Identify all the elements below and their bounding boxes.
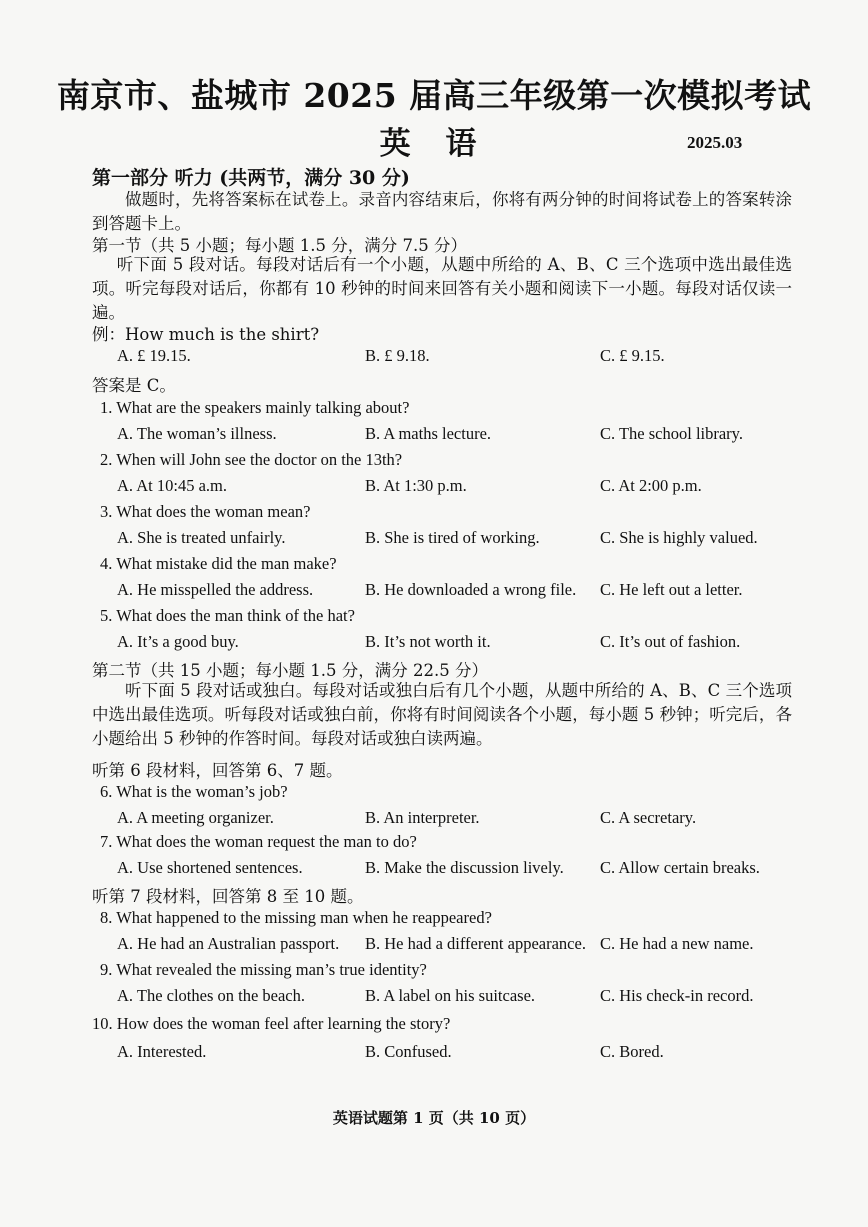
- q2-option-c: C. At 2:00 p.m.: [600, 476, 702, 495]
- q3-option-c: C. She is highly valued.: [600, 528, 758, 547]
- q5-option-a: A. It’s a good buy.: [117, 632, 239, 651]
- subject-title: 英 语: [379, 126, 489, 162]
- part1-heading: 第一部分 听力 (共两节，满分 30 分): [92, 167, 410, 189]
- q10-option-a: A. Interested.: [117, 1042, 207, 1061]
- page-footer: 英语试题第 1 页（共 10 页）: [332, 1109, 536, 1127]
- question-5: 5. What does the man think of the hat?: [100, 606, 355, 625]
- material-7-note: 听第 7 段材料，回答第 8 至 10 题。: [92, 887, 364, 906]
- q5-option-c: C. It’s out of fashion.: [600, 632, 741, 651]
- q7-option-b: B. Make the discussion lively.: [365, 858, 564, 877]
- example-option-b: B. £ 9.18.: [365, 346, 430, 365]
- q1-option-a: A. The woman’s illness.: [117, 424, 277, 443]
- question-4: 4. What mistake did the man make?: [100, 554, 337, 573]
- q1-option-c: C. The school library.: [600, 424, 743, 443]
- q6-option-c: C. A secretary.: [600, 808, 697, 827]
- material-6-note: 听第 6 段材料，回答第 6、7 题。: [92, 761, 343, 780]
- question-2: 2. When will John see the doctor on the 13th?: [100, 450, 403, 469]
- q10-option-b: B. Confused.: [365, 1042, 452, 1061]
- part1-instructions: 做题时，先将答案标在试卷上。录音内容结束后，你将有两分钟的时间将试卷上的答案转涂到答题卡上。: [92, 190, 792, 233]
- question-6: 6. What is the woman’s job?: [100, 782, 288, 801]
- question-3: 3. What does the woman mean?: [100, 502, 311, 521]
- q2-option-a: A. At 10:45 a.m.: [117, 476, 227, 495]
- question-10: 10. How does the woman feel after learning the story?: [92, 1014, 451, 1033]
- q9-option-b: B. A label on his suitcase.: [365, 986, 536, 1005]
- q8-option-c: C. He had a new name.: [600, 934, 754, 953]
- q9-option-c: C. His check-in record.: [600, 986, 754, 1005]
- q8-option-b: B. He had a different appearance.: [365, 934, 586, 953]
- q3-option-a: A. She is treated unfairly.: [117, 528, 286, 547]
- question-1: 1. What are the speakers mainly talking about?: [100, 398, 410, 417]
- section2-instructions: 听下面 5 段对话或独白。每段对话或独白后有几个小题，从题中所给的 A、B、C 三个选项中选出最佳选项。听每段对话或独白前，你将有时间阅读各个小题，每小题 5 秒钟；听完后，各小题给出 5 秒钟的作答时间。每段对话或独白读两遍。: [92, 681, 792, 748]
- q4-option-a: A. He misspelled the address.: [117, 580, 314, 599]
- q4-option-b: B. He downloaded a wrong file.: [365, 580, 577, 599]
- q9-option-a: A. The clothes on the beach.: [117, 986, 306, 1005]
- q6-option-b: B. An interpreter.: [365, 808, 480, 827]
- q8-option-a: A. He had an Australian passport.: [117, 934, 340, 953]
- example-option-c: C. £ 9.15.: [600, 346, 665, 365]
- q2-option-b: B. At 1:30 p.m.: [365, 476, 467, 495]
- section1-instructions: 听下面 5 段对话。每段对话后有一个小题，从题中所给的 A、B、C 三个选项中选出最佳选项。听完每段对话后，你都有 10 秒钟的时间来回答有关小题和阅读下一小题。每段对话仅读一遍。: [92, 255, 792, 322]
- example-question: 例：How much is the shirt?: [92, 325, 320, 344]
- q7-option-c: C. Allow certain breaks.: [600, 858, 760, 877]
- section1-heading: 第一节（共 5 小题；每小题 1.5 分，满分 7.5 分）: [92, 236, 467, 255]
- q4-option-c: C. He left out a letter.: [600, 580, 743, 599]
- question-9: 9. What revealed the missing man’s true identity?: [100, 960, 427, 979]
- q5-option-b: B. It’s not worth it.: [365, 632, 491, 651]
- question-8: 8. What happened to the missing man when he reappeared?: [100, 908, 492, 927]
- q7-option-a: A. Use shortened sentences.: [117, 858, 303, 877]
- q3-option-b: B. She is tired of working.: [365, 528, 540, 547]
- q6-option-a: A. A meeting organizer.: [117, 808, 274, 827]
- section2-heading: 第二节（共 15 小题；每小题 1.5 分，满分 22.5 分）: [92, 661, 488, 680]
- example-answer: 答案是 C。: [92, 376, 176, 395]
- exam-title: 南京市、盐城市 2025 届高三年级第一次模拟考试: [56, 76, 812, 115]
- question-7: 7. What does the woman request the man to do?: [100, 832, 417, 851]
- q10-option-c: C. Bored.: [600, 1042, 664, 1061]
- q1-option-b: B. A maths lecture.: [365, 424, 492, 443]
- exam-date: 2025.03: [687, 133, 743, 152]
- example-option-a: A. £ 19.15.: [117, 346, 191, 365]
